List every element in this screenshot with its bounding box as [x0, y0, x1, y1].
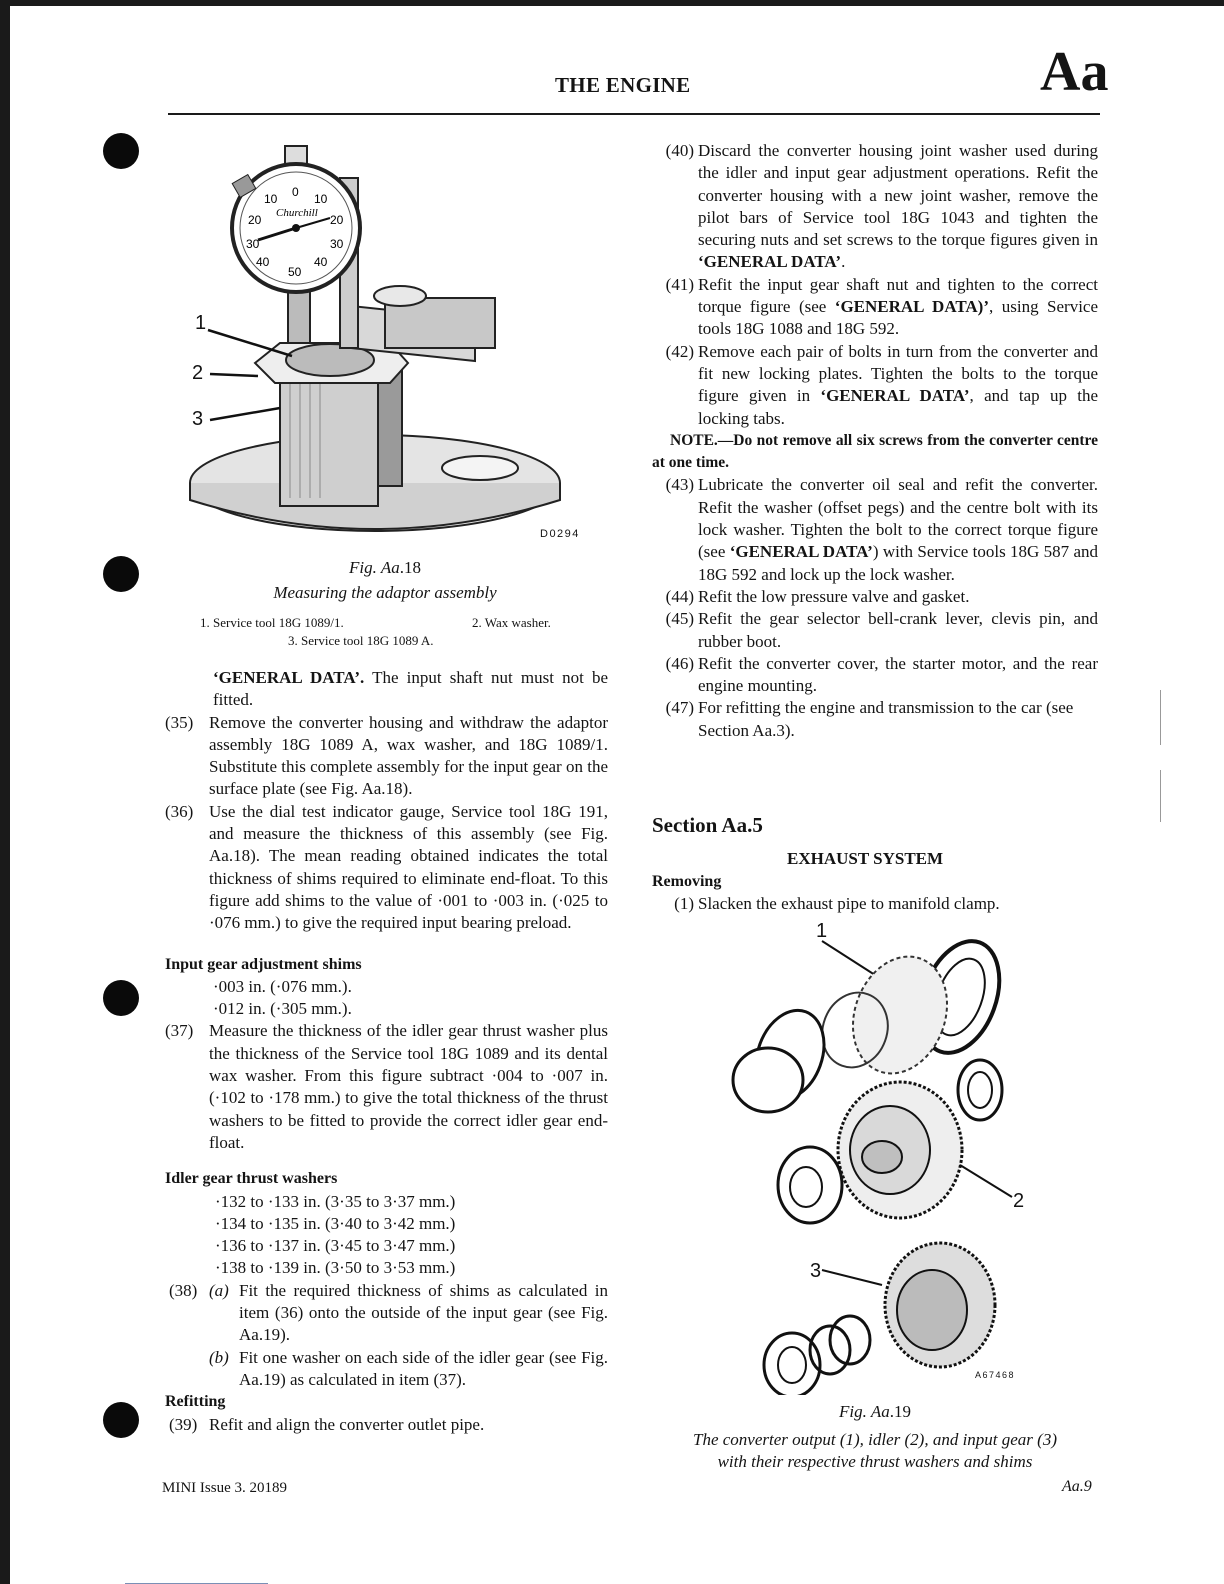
footer-page-number: Aa.9: [1062, 1478, 1092, 1495]
procedure-step: (47) For refitting the engine and transmission to the car (see Section Aa.3).: [665, 698, 1074, 740]
shim-value: ·012 in. (·305 mm.).: [213, 999, 352, 1019]
page-header-title: THE ENGINE: [555, 73, 691, 97]
figure-aa18-legend-1: 1. Service tool 18G 1089/1.: [200, 615, 344, 630]
refitting-heading: Refitting: [165, 1393, 226, 1411]
page-edge-shadow: [0, 0, 10, 1584]
footer-issue: MINI Issue 3. 20189: [162, 1480, 287, 1496]
figure-aa19-label-1: 1: [816, 920, 828, 942]
figure-aa19-caption-number: Fig. Aa.19: [839, 1402, 911, 1421]
procedure-step: (45) Refit the gear selector bell-crank lever, clevis pin, and rubber boot.: [665, 609, 1098, 651]
figure-aa19-code: A67468: [975, 1370, 1016, 1380]
figure-aa18-label-3: 3: [192, 408, 204, 430]
scan-artifact-line: [1160, 770, 1161, 822]
right-column: [652, 140, 1098, 742]
shim-value: ·003 in. (·076 mm.).: [213, 976, 352, 996]
washer-value: ·132 to ·133 in. (3·35 to 3·37 mm.): [215, 1191, 456, 1211]
figure-aa18-legend-2: 2. Wax washer.: [472, 615, 551, 630]
section-subtitle: EXHAUST SYSTEM: [787, 849, 944, 868]
input-shims-heading: Input gear adjustment shims: [165, 955, 362, 973]
binder-hole: [103, 133, 139, 169]
dial-mark: 10: [264, 192, 278, 206]
header-rule: [168, 113, 1100, 115]
procedure-step: (1) Slacken the exhaust pipe to manifold clamp.: [674, 894, 1000, 913]
scan-artifact-line: [1160, 690, 1161, 745]
figure-aa18-caption-number: Fig. Aa.18: [349, 558, 421, 577]
figure-aa19-caption-line-1: The converter output (1), idler (2), and input gear (3): [692, 1430, 1057, 1449]
idler-washers-heading: Idler gear thrust washers: [165, 1170, 338, 1188]
procedure-step: (39) Refit and align the converter outlet pipe.: [169, 1414, 485, 1434]
dial-mark: 30: [246, 237, 260, 251]
page-top-edge: [0, 0, 1224, 6]
note-text: NOTE.—Do not remove all six screws from the converter centre at one time.: [652, 431, 1098, 472]
procedure-step: (36) Use the dial test indicator gauge, Service tool 18G 191, and measure the thickness of this assembly (see Fig. Aa.18). The mean reading obtained indicates the total thickness of shims required to eliminate end-float. To this figure add shims to the value of ·001 to ·003 in. (·025 to ·076 mm.) to give the required input bearing preload.: [165, 801, 608, 933]
page-header-code: Aa: [1040, 41, 1109, 103]
dial-mark: 40: [256, 255, 270, 269]
washer-value: ·136 to ·137 in. (3·45 to 3·47 mm.): [215, 1236, 456, 1256]
left-column: [165, 667, 608, 1436]
procedure-step: (42) Remove each pair of bolts in turn from the converter and fit new locking plates. Tighten the bolts to the torque figure given in ‘GENERAL DATA’, and tap up the locking tabs.: [665, 341, 1098, 428]
dial-mark: 30: [330, 237, 344, 251]
binder-hole: [103, 1402, 139, 1438]
figure-aa18-label-2: 2: [192, 362, 204, 384]
dial-mark: 40: [314, 255, 328, 269]
figure-aa18-code: D0294: [540, 528, 580, 540]
dial-mark: 50: [288, 265, 302, 279]
procedure-step: (43) Lubricate the converter oil seal and refit the converter. Refit the washer (offset pegs) and the centre bolt with its lock washer. Tighten the bolt to the correct torque figure (see ‘GENERAL DATA’) with Service tools 18G 587 and 18G 592 and lock up the lock washer.: [665, 475, 1098, 584]
binder-hole: [103, 556, 139, 592]
removing-heading: Removing: [652, 873, 722, 890]
procedure-step: (37) Measure the thickness of the idler gear thrust washer plus the thickness of the Service tool 18G 1089 and its dental wax washer. From this figure subtract ·004 to ·007 in. (·102 to ·178 mm.) to give the total thickness of the thrust washers to be fitted to provide the correct idler gear end-float.: [165, 1021, 608, 1152]
procedure-step: (40) Discard the converter housing joint washer used during the idler and input gear adjustment operations. Refit the converter housing with a new joint washer, remove the pilot bars of Service tool 18G 1043 and tighten the securing nuts and set screws to the torque figures given in ‘GENERAL DATA’.: [665, 141, 1098, 272]
figure-aa18-label-1: 1: [195, 312, 207, 334]
binder-hole: [103, 980, 139, 1016]
procedure-step: (35) Remove the converter housing and withdraw the adaptor assembly 18G 1089 A, wax washer, and 18G 1089/1. Substitute this complete assembly for the input gear on the surface plate (see Fig. Aa.18).: [165, 712, 608, 799]
intro-paragraph: ‘GENERAL DATA’. The input shaft nut must not be fitted.: [213, 668, 608, 710]
figure-aa18-caption-title: Measuring the adaptor assembly: [273, 583, 497, 602]
procedure-step: (44) Refit the low pressure valve and gasket.: [665, 586, 970, 606]
figure-aa19-label-2: 2: [1013, 1190, 1025, 1212]
figure-aa18-illustration: [180, 138, 600, 548]
dial-mark: 20: [248, 213, 262, 227]
dial-mark: 0: [292, 185, 299, 199]
dial-brand: Churchill: [276, 207, 318, 219]
dial-mark: 20: [330, 213, 344, 227]
figure-aa18-legend-3: 3. Service tool 18G 1089 A.: [288, 633, 434, 648]
figure-aa19-illustration: [710, 925, 1040, 1395]
washer-value: ·134 to ·135 in. (3·40 to 3·42 mm.): [215, 1213, 456, 1233]
procedure-step: (46) Refit the converter cover, the starter motor, and the rear engine mounting.: [665, 653, 1098, 696]
figure-aa19-caption-line-2: with their respective thrust washers and shims: [717, 1452, 1033, 1471]
section-title: Section Aa.5: [652, 813, 763, 837]
dial-mark: 10: [314, 192, 328, 206]
procedure-step: (38) (a) Fit the required thickness of shims as calculated in item (36) onto the outside of the input gear (see Fig. Aa.19). (b) Fit one washer on each side of the idler gear (see Fig. Aa.19) as calculated in item (37).: [169, 1280, 608, 1389]
washer-value: ·138 to ·139 in. (3·50 to 3·53 mm.): [215, 1258, 456, 1278]
figure-aa19-label-3: 3: [810, 1260, 822, 1282]
procedure-step: (41) Refit the input gear shaft nut and tighten to the correct torque figure (see ‘GENERAL DATA)’, using Service tools 18G 1088 and 18G 592.: [665, 274, 1099, 339]
